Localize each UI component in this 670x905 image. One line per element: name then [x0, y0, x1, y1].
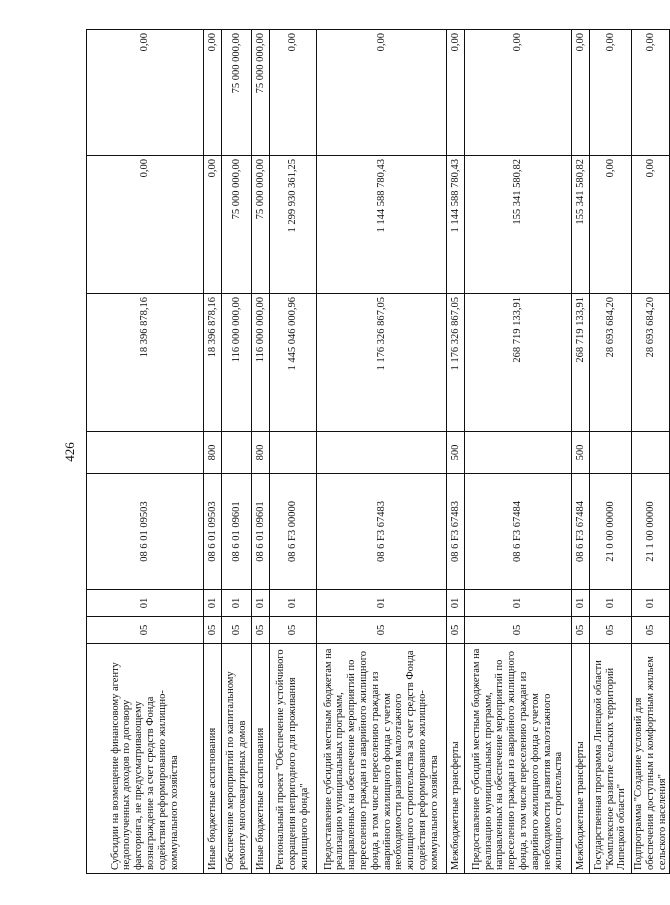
- amount-year-3: 0,00: [572, 30, 590, 156]
- section-code: 05: [465, 617, 572, 644]
- amount-year-1: 1 176 326 867,05: [317, 294, 447, 432]
- amount-year-1: 116 000 000,00: [222, 294, 252, 432]
- amount-year-3: 0,00: [465, 30, 572, 156]
- table-row: [447, 30, 465, 874]
- amount-year-2: 0,00: [87, 156, 204, 294]
- subsection-code: 01: [465, 590, 572, 617]
- target-article: 08 6 F3 67483: [447, 474, 465, 590]
- subsection-code: 01: [590, 590, 632, 617]
- amount-year-2: 1 144 588 780,43: [317, 156, 447, 294]
- expense-type: [270, 432, 317, 474]
- target-article: 08 6 F3 00000: [270, 474, 317, 590]
- expense-type: 500: [572, 432, 590, 474]
- subsection-code: 01: [204, 590, 222, 617]
- expense-type: 500: [447, 432, 465, 474]
- row-name: Государственная программа Липецкой области "Комплексное развитие сельских территорий Липецкой области": [590, 644, 632, 874]
- amount-year-2: 0,00: [590, 156, 632, 294]
- row-name: Подпрограмма "Создание условий для обеспечения доступным и комфортным жильем сельского населения": [632, 644, 670, 874]
- section-code: 05: [252, 617, 270, 644]
- expense-type: [632, 432, 670, 474]
- amount-year-3: 0,00: [632, 30, 670, 156]
- budget-table: [86, 29, 670, 874]
- table-row: [270, 30, 317, 874]
- amount-year-2: 1 299 930 361,25: [270, 156, 317, 294]
- table-row: [632, 30, 670, 874]
- section-code: 05: [204, 617, 222, 644]
- amount-year-1: 28 693 684,20: [590, 294, 632, 432]
- amount-year-1: 268 719 133,91: [572, 294, 590, 432]
- subsection-code: 01: [222, 590, 252, 617]
- amount-year-3: 0,00: [317, 30, 447, 156]
- section-code: 05: [270, 617, 317, 644]
- page-number: 426: [62, 442, 77, 462]
- target-article: 08 6 01 09503: [87, 474, 204, 590]
- amount-year-1: 18 396 878,16: [87, 294, 204, 432]
- subsection-code: 01: [252, 590, 270, 617]
- amount-year-3: 75 000 000,00: [222, 30, 252, 156]
- expense-type: 800: [252, 432, 270, 474]
- amount-year-3: 0,00: [87, 30, 204, 156]
- table-row: [590, 30, 632, 874]
- section-code: 05: [87, 617, 204, 644]
- amount-year-1: 28 693 684,20: [632, 294, 670, 432]
- row-name: Межбюджетные трансферты: [447, 644, 465, 874]
- row-name: Предоставление субсидий местным бюджетам на реализацию муниципальных программ, направленных на обеспечение мероприятий по переселению граждан из аварийного жилищного фонда, в том числе переселению граждан из аварийного жилищного фонда с учетом необходимости развития малоэтажного жилищного строительства: [465, 644, 572, 874]
- expense-type: [590, 432, 632, 474]
- amount-year-1: 1 176 326 867,05: [447, 294, 465, 432]
- amount-year-2: 0,00: [632, 156, 670, 294]
- amount-year-1: 268 719 133,91: [465, 294, 572, 432]
- target-article: 08 6 F3 67483: [317, 474, 447, 590]
- table-row: [317, 30, 447, 874]
- amount-year-2: 75 000 000,00: [222, 156, 252, 294]
- subsection-code: 01: [317, 590, 447, 617]
- expense-type: [317, 432, 447, 474]
- expense-type: 800: [204, 432, 222, 474]
- amount-year-3: 75 000 000,00: [252, 30, 270, 156]
- target-article: 08 6 F3 67484: [465, 474, 572, 590]
- section-code: 05: [590, 617, 632, 644]
- expense-type: [222, 432, 252, 474]
- target-article: 21 1 00 00000: [632, 474, 670, 590]
- amount-year-1: 1 445 046 000,96: [270, 294, 317, 432]
- table-row: [222, 30, 252, 874]
- amount-year-2: 1 144 588 780,43: [447, 156, 465, 294]
- target-article: 08 6 01 09601: [222, 474, 252, 590]
- subsection-code: 01: [87, 590, 204, 617]
- target-article: 08 6 F3 67484: [572, 474, 590, 590]
- row-name: Субсидии на возмещение финансовому агенту недополученных доходов по договору факторинга, не предусматривающему вознаграждение за счет средств Фонда содействия реформированию жилищно-коммунального хозяйства: [87, 644, 204, 874]
- amount-year-2: 155 341 580,82: [465, 156, 572, 294]
- row-name: Предоставление субсидий местным бюджетам на реализацию муниципальных программ, направленных на обеспечение мероприятий по переселению граждан из аварийного жилищного фонда, в том числе переселению граждан из аварийного жилищного фонда с учетом необходимости развития малоэтажного жилищного строительства за счет средств Фонда содействия реформированию жилищно-коммунального хозяйства: [317, 644, 447, 874]
- target-article: 08 6 01 09503: [204, 474, 222, 590]
- amount-year-3: 0,00: [590, 30, 632, 156]
- table-row: [572, 30, 590, 874]
- row-name: Иные бюджетные ассигнования: [204, 644, 222, 874]
- section-code: 05: [632, 617, 670, 644]
- subsection-code: 01: [270, 590, 317, 617]
- table-row: [87, 30, 204, 874]
- section-code: 05: [222, 617, 252, 644]
- amount-year-3: 0,00: [270, 30, 317, 156]
- row-name: Региональный проект "Обеспечение устойчивого сокращения непригодного для проживания жилищного фонда": [270, 644, 317, 874]
- row-name: Обеспечение мероприятий по капитальному ремонту многоквартирных домов: [222, 644, 252, 874]
- subsection-code: 01: [632, 590, 670, 617]
- amount-year-2: 0,00: [204, 156, 222, 294]
- subsection-code: 01: [447, 590, 465, 617]
- row-name: Иные бюджетные ассигнования: [252, 644, 270, 874]
- section-code: 05: [317, 617, 447, 644]
- budget-table-rotated: [86, 30, 668, 874]
- amount-year-3: 0,00: [447, 30, 465, 156]
- expense-type: [465, 432, 572, 474]
- expense-type: [87, 432, 204, 474]
- amount-year-1: 116 000 000,00: [252, 294, 270, 432]
- section-code: 05: [572, 617, 590, 644]
- target-article: 08 6 01 09601: [252, 474, 270, 590]
- row-name: Межбюджетные трансферты: [572, 644, 590, 874]
- amount-year-2: 155 341 580,82: [572, 156, 590, 294]
- amount-year-1: 18 396 878,16: [204, 294, 222, 432]
- subsection-code: 01: [572, 590, 590, 617]
- amount-year-2: 75 000 000,00: [252, 156, 270, 294]
- section-code: 05: [447, 617, 465, 644]
- target-article: 21 0 00 00000: [590, 474, 632, 590]
- table-row: [252, 30, 270, 874]
- table-row: [204, 30, 222, 874]
- table-row: [465, 30, 572, 874]
- amount-year-3: 0,00: [204, 30, 222, 156]
